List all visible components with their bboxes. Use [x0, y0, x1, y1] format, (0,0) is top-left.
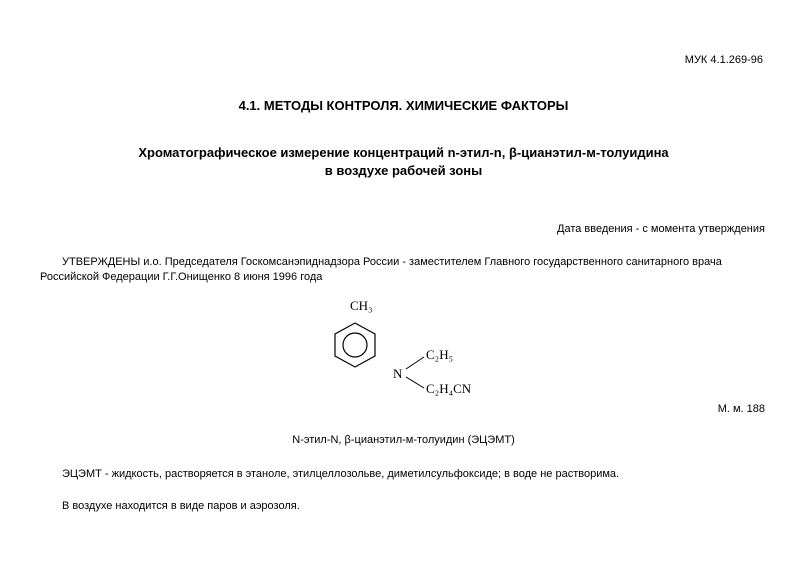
- approval-line-1: УТВЕРЖДЕНЫ и.о. Председателя Госкомсанэпиднадзора России - заместителем Главного государственного санитарного врача: [62, 256, 722, 268]
- bond-to-ethyl: [406, 357, 424, 369]
- section-title: 4.1. МЕТОДЫ КОНТРОЛЯ. ХИМИЧЕСКИЕ ФАКТОРЫ: [238, 98, 569, 113]
- ethyl-group-label: C₂H₅: [426, 347, 454, 362]
- bond-to-cyanoethyl: [406, 377, 424, 388]
- air-state-paragraph: В воздухе находится в виде паров и аэрозоля.: [62, 500, 300, 512]
- nitrogen-label: N: [393, 366, 403, 381]
- aromatic-circle: [343, 333, 367, 357]
- structural-formula-drawing: [320, 293, 500, 403]
- methyl-group-label: CH₃: [350, 298, 373, 313]
- molar-mass: М. м. 188: [717, 403, 765, 415]
- introduction-date: Дата введения - с момента утверждения: [557, 223, 765, 235]
- document-code: МУК 4.1.269-96: [684, 54, 763, 66]
- approval-line-2: Российской Федерации Г.Г.Онищенко 8 июня 1996 года: [40, 271, 323, 283]
- document-title: [0, 144, 807, 180]
- properties-paragraph: ЭЦЭМТ - жидкость, растворяется в этаноле, этилцеллозольве, диметилсульфоксиде; в воде не растворима.: [62, 468, 620, 480]
- approval-paragraph: [40, 255, 770, 285]
- benzene-ring: [335, 323, 375, 367]
- compound-name: N-этил-N, β-цианэтил-м-толуидин (ЭЦЭМТ): [292, 434, 515, 446]
- cyanoethyl-group-label: C₂H₄CN: [426, 381, 472, 396]
- title-line-2: в воздухе рабочей зоны: [324, 163, 483, 178]
- title-line-1: Хроматографическое измерение концентраций n-этил-n, β-цианэтил-м-толуидина: [138, 145, 669, 160]
- structural-formula: [320, 293, 500, 403]
